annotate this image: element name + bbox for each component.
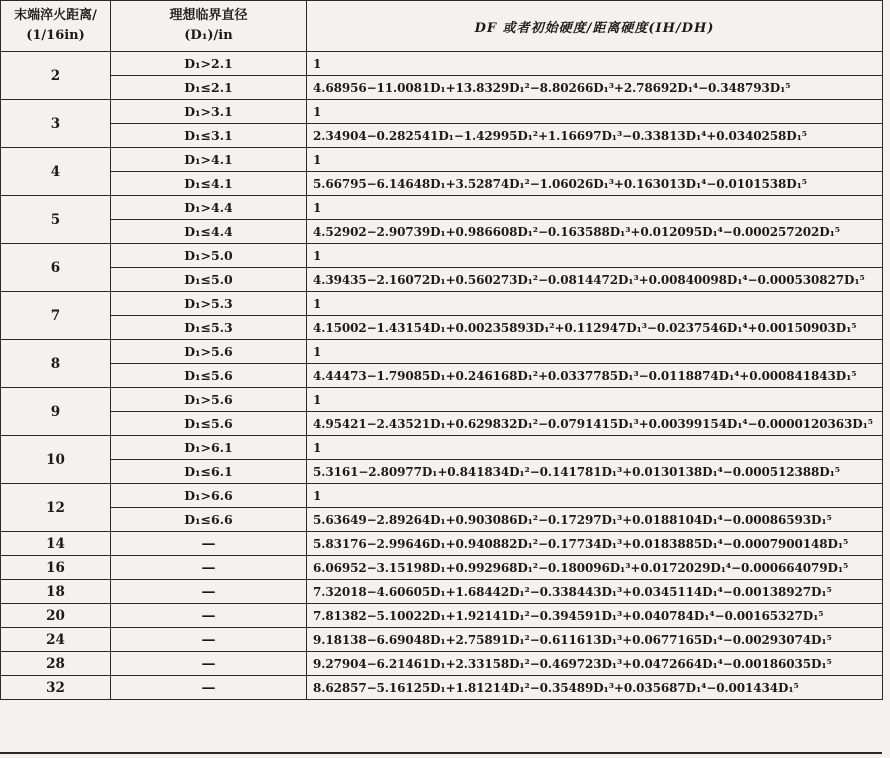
critical-dash-cell: — [111,580,307,604]
critical-dash-cell: — [111,556,307,580]
formula-cell: 4.15002−1.43154D₁+0.00235893D₁²+0.112947D₁³−0.0237546D₁⁴+0.00150903D₁⁵ [307,316,883,340]
table-row [1,556,883,580]
critical-le-cell: D₁≤5.0 [111,268,307,292]
formula-cell: 7.81382−5.10022D₁+1.92141D₁²−0.394591D₁³+0.040784D₁⁴−0.00165327D₁⁵ [307,604,883,628]
critical-dash-cell: — [111,628,307,652]
distance-cell: 7 [1,292,111,340]
critical-le-cell: D₁≤5.3 [111,316,307,340]
table-row [1,124,883,148]
critical-gt-cell: D₁>5.6 [111,388,307,412]
formula-value-one: 1 [307,388,883,412]
formula-value-one: 1 [307,148,883,172]
table-row [1,364,883,388]
critical-gt-cell: D₁>5.3 [111,292,307,316]
distance-cell: 6 [1,244,111,292]
table-row [1,676,883,700]
distance-cell: 32 [1,676,111,700]
header-critical-line2: (D₁)/in [184,28,233,43]
table-row [1,244,883,268]
critical-gt-cell: D₁>5.0 [111,244,307,268]
formula-cell: 5.83176−2.99646D₁+0.940882D₁²−0.17734D₁³+0.0183885D₁⁴−0.0007900148D₁⁵ [307,532,883,556]
distance-cell: 2 [1,52,111,100]
formula-value-one: 1 [307,100,883,124]
distance-cell: 16 [1,556,111,580]
header-distance [1,1,111,52]
header-critical-line1: 理想临界直径 [169,8,248,23]
critical-le-cell: D₁≤3.1 [111,124,307,148]
distance-cell: 9 [1,388,111,436]
formula-value-one: 1 [307,52,883,76]
table-row [1,220,883,244]
table-row [1,196,883,220]
table-row [1,628,883,652]
table-row [1,604,883,628]
critical-le-cell: D₁≤4.1 [111,172,307,196]
formula-value-one: 1 [307,292,883,316]
table-row [1,292,883,316]
formula-cell: 4.95421−2.43521D₁+0.629832D₁²−0.0791415D₁³+0.00399154D₁⁴−0.0000120363D₁⁵ [307,412,883,436]
distance-cell: 18 [1,580,111,604]
critical-le-cell: D₁≤2.1 [111,76,307,100]
formula-cell: 4.68956−11.0081D₁+13.8329D₁²−8.80266D₁³+2.78692D₁⁴−0.348793D₁⁵ [307,76,883,100]
distance-cell: 8 [1,340,111,388]
formula-value-one: 1 [307,436,883,460]
table-row [1,436,883,460]
table-row [1,484,883,508]
formula-value-one: 1 [307,196,883,220]
critical-le-cell: D₁≤4.4 [111,220,307,244]
table-row [1,148,883,172]
critical-gt-cell: D₁>5.6 [111,340,307,364]
formula-cell: 9.18138−6.69048D₁+2.75891D₁²−0.611613D₁³+0.0677165D₁⁴−0.00293074D₁⁵ [307,628,883,652]
distance-cell: 24 [1,628,111,652]
table-row [1,100,883,124]
table-row [1,508,883,532]
critical-dash-cell: — [111,676,307,700]
formula-cell: 4.44473−1.79085D₁+0.246168D₁²+0.0337785D₁³−0.0118874D₁⁴+0.000841843D₁⁵ [307,364,883,388]
table-header-row [1,1,883,52]
critical-gt-cell: D₁>3.1 [111,100,307,124]
distance-cell: 5 [1,196,111,244]
header-formula: DF 或者初始硬度/距离硬度(IH/DH) [307,1,883,52]
critical-gt-cell: D₁>4.4 [111,196,307,220]
formula-value-one: 1 [307,484,883,508]
formula-value-one: 1 [307,244,883,268]
formula-cell: 5.63649−2.89264D₁+0.903086D₁²−0.17297D₁³+0.0188104D₁⁴−0.00086593D₁⁵ [307,508,883,532]
critical-dash-cell: — [111,652,307,676]
critical-dash-cell: — [111,604,307,628]
formula-value-one: 1 [307,340,883,364]
formula-cell: 7.32018−4.60605D₁+1.68442D₁²−0.338443D₁³+0.0345114D₁⁴−0.00138927D₁⁵ [307,580,883,604]
critical-le-cell: D₁≤5.6 [111,412,307,436]
table-row [1,172,883,196]
table-row [1,412,883,436]
table-row [1,52,883,76]
distance-cell: 14 [1,532,111,556]
table-row [1,388,883,412]
table-row [1,652,883,676]
critical-dash-cell: — [111,532,307,556]
table-row [1,268,883,292]
distance-cell: 4 [1,148,111,196]
header-critical-diameter [111,1,307,52]
critical-gt-cell: D₁>6.6 [111,484,307,508]
formula-cell: 6.06952−3.15198D₁+0.992968D₁²−0.180096D₁³+0.0172029D₁⁴−0.000664079D₁⁵ [307,556,883,580]
table-row [1,460,883,484]
table-bottom-rule [0,752,882,754]
formula-cell: 4.39435−2.16072D₁+0.560273D₁²−0.0814472D₁³+0.00840098D₁⁴−0.000530827D₁⁵ [307,268,883,292]
critical-le-cell: D₁≤6.1 [111,460,307,484]
header-distance-line1: 末端淬火距离/ [14,8,97,23]
critical-gt-cell: D₁>2.1 [111,52,307,76]
distance-cell: 10 [1,436,111,484]
table-row [1,580,883,604]
formula-cell: 4.52902−2.90739D₁+0.986608D₁²−0.163588D₁³+0.012095D₁⁴−0.000257202D₁⁵ [307,220,883,244]
formula-cell: 8.62857−5.16125D₁+1.81214D₁²−0.35489D₁³+0.035687D₁⁴−0.001434D₁⁵ [307,676,883,700]
table-row [1,76,883,100]
formula-cell: 5.66795−6.14648D₁+3.52874D₁²−1.06026D₁³+0.163013D₁⁴−0.0101538D₁⁵ [307,172,883,196]
formula-cell: 5.3161−2.80977D₁+0.841834D₁²−0.141781D₁³+0.0130138D₁⁴−0.000512388D₁⁵ [307,460,883,484]
table-row [1,340,883,364]
table-row [1,532,883,556]
table-row [1,316,883,340]
distance-cell: 20 [1,604,111,628]
distance-cell: 3 [1,100,111,148]
formula-cell: 9.27904−6.21461D₁+2.33158D₁²−0.469723D₁³+0.0472664D₁⁴−0.00186035D₁⁵ [307,652,883,676]
critical-gt-cell: D₁>6.1 [111,436,307,460]
distance-cell: 12 [1,484,111,532]
formula-cell: 2.34904−0.282541D₁−1.42995D₁²+1.16697D₁³−0.33813D₁⁴+0.0340258D₁⁵ [307,124,883,148]
distance-cell: 28 [1,652,111,676]
critical-le-cell: D₁≤6.6 [111,508,307,532]
critical-gt-cell: D₁>4.1 [111,148,307,172]
header-distance-line2: (1/16in) [26,28,85,43]
critical-le-cell: D₁≤5.6 [111,364,307,388]
